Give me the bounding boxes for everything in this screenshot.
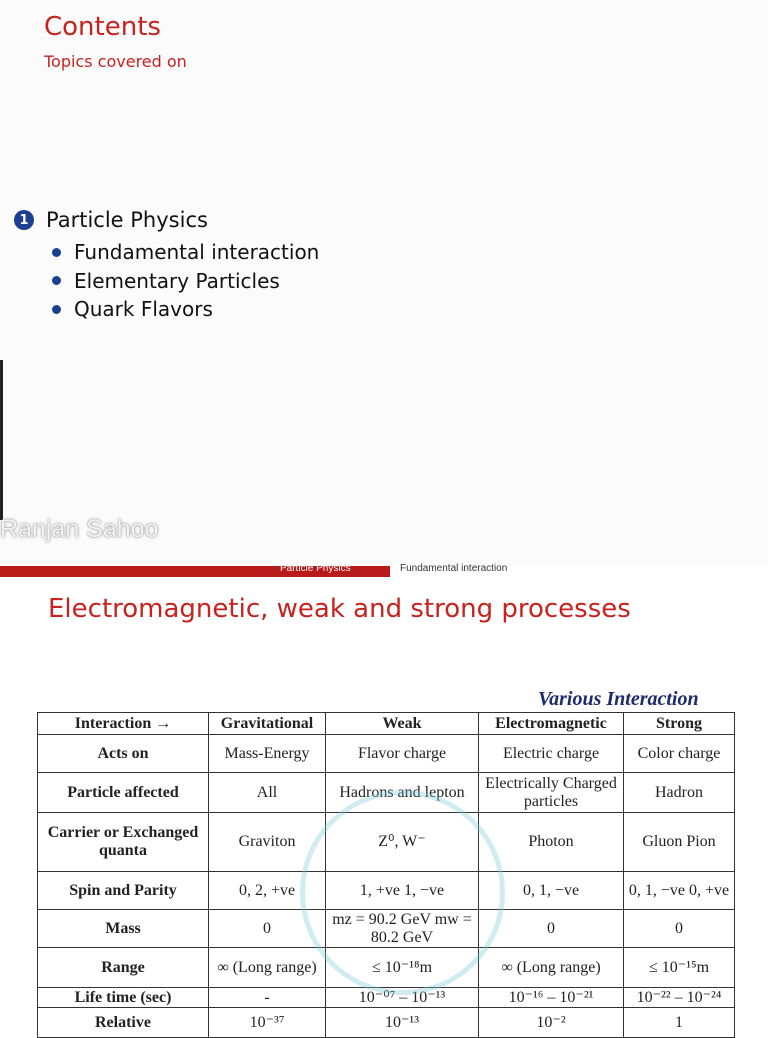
table-cell: Graviton [209,813,326,872]
table-cell: 0 [479,910,624,948]
table-cell: ∞ (Long range) [209,948,326,988]
header-cell: Gravitational [209,713,326,735]
table-cell: 10⁻³⁷ [209,1008,326,1038]
subsection-item[interactable]: Elementary Particles [52,267,319,296]
table-cell: 10⁻¹³ [326,1008,479,1038]
section-label: Particle Physics [46,208,208,232]
table-cell: ≤ 10⁻¹⁸m [326,948,479,988]
slide-title: Electromagnetic, weak and strong processes [48,594,631,624]
table-cell: 1, +ve 1, −ve [326,872,479,910]
table-cell: 10⁻² [479,1008,624,1038]
nav-subsection[interactable]: Fundamental interaction [400,563,508,574]
table-cell: Z⁰, W⁻ [326,813,479,872]
header-cell: Weak [326,713,479,735]
table-cell: Hadrons and lepton [326,773,479,813]
row-label: Relative [38,1008,209,1038]
table-row [38,872,735,910]
row-label: Spin and Parity [38,872,209,910]
table-cell: 10⁻¹⁶ – 10⁻²¹ [479,988,624,1008]
table-cell: Mass-Energy [209,735,326,773]
header-cell: Electromagnetic [479,713,624,735]
table-cell: ≤ 10⁻¹⁵m [624,948,735,988]
table-row [38,735,735,773]
table-cell: - [209,988,326,1008]
table-cell: Color charge [624,735,735,773]
bullet-icon [52,276,61,285]
nav-section[interactable]: Particle Physics [280,563,351,574]
row-label: Carrier or Exchanged quanta [38,813,209,872]
row-label: Particle affected [38,773,209,813]
contents-subtitle: Topics covered on [44,52,187,71]
table-cell: Flavor charge [326,735,479,773]
table-cell: Electrically Charged particles [479,773,624,813]
table-cell: 10⁻²² – 10⁻²⁴ [624,988,735,1008]
table-cell: Photon [479,813,624,872]
section-item[interactable] [14,208,208,232]
table-cell: 0, 1, −ve 0, +ve [624,872,735,910]
row-label: Range [38,948,209,988]
row-label: Acts on [38,735,209,773]
table-row [38,773,735,813]
table-cell: 0, 1, −ve [479,872,624,910]
table-header-row [38,713,735,735]
table-cell: 0 [624,910,735,948]
subsection-item[interactable]: Fundamental interaction [52,238,319,267]
table-cell: Electric charge [479,735,624,773]
table-cell: Hadron [624,773,735,813]
table-cell: 10⁻⁰⁷ – 10⁻¹³ [326,988,479,1008]
table-cell: 0 [209,910,326,948]
table-cell: mz = 90.2 GeV mw = 80.2 GeV [326,910,479,948]
interaction-table [37,712,735,1038]
row-label: Mass [38,910,209,948]
table-cell: All [209,773,326,813]
left-edge-bar [0,360,3,520]
table-row [38,988,735,1008]
subsection-list [52,238,319,324]
bullet-icon [52,305,61,314]
contents-title: Contents [44,12,161,42]
header-cell: Interaction → [38,713,209,735]
table-row [38,813,735,872]
subsection-item[interactable]: Quark Flavors [52,295,319,324]
author-watermark: Ranjan Sahoo [0,515,159,543]
table-cell: Gluon Pion [624,813,735,872]
table-caption: Various Interaction [538,688,699,710]
table-row [38,948,735,988]
table-cell: 0, 2, +ve [209,872,326,910]
bullet-icon [52,248,61,257]
header-cell: Strong [624,713,735,735]
table-cell: 1 [624,1008,735,1038]
table-row [38,1008,735,1038]
row-label: Life time (sec) [38,988,209,1008]
table-row [38,910,735,948]
section-number-badge: 1 [14,210,34,230]
table-cell: ∞ (Long range) [479,948,624,988]
